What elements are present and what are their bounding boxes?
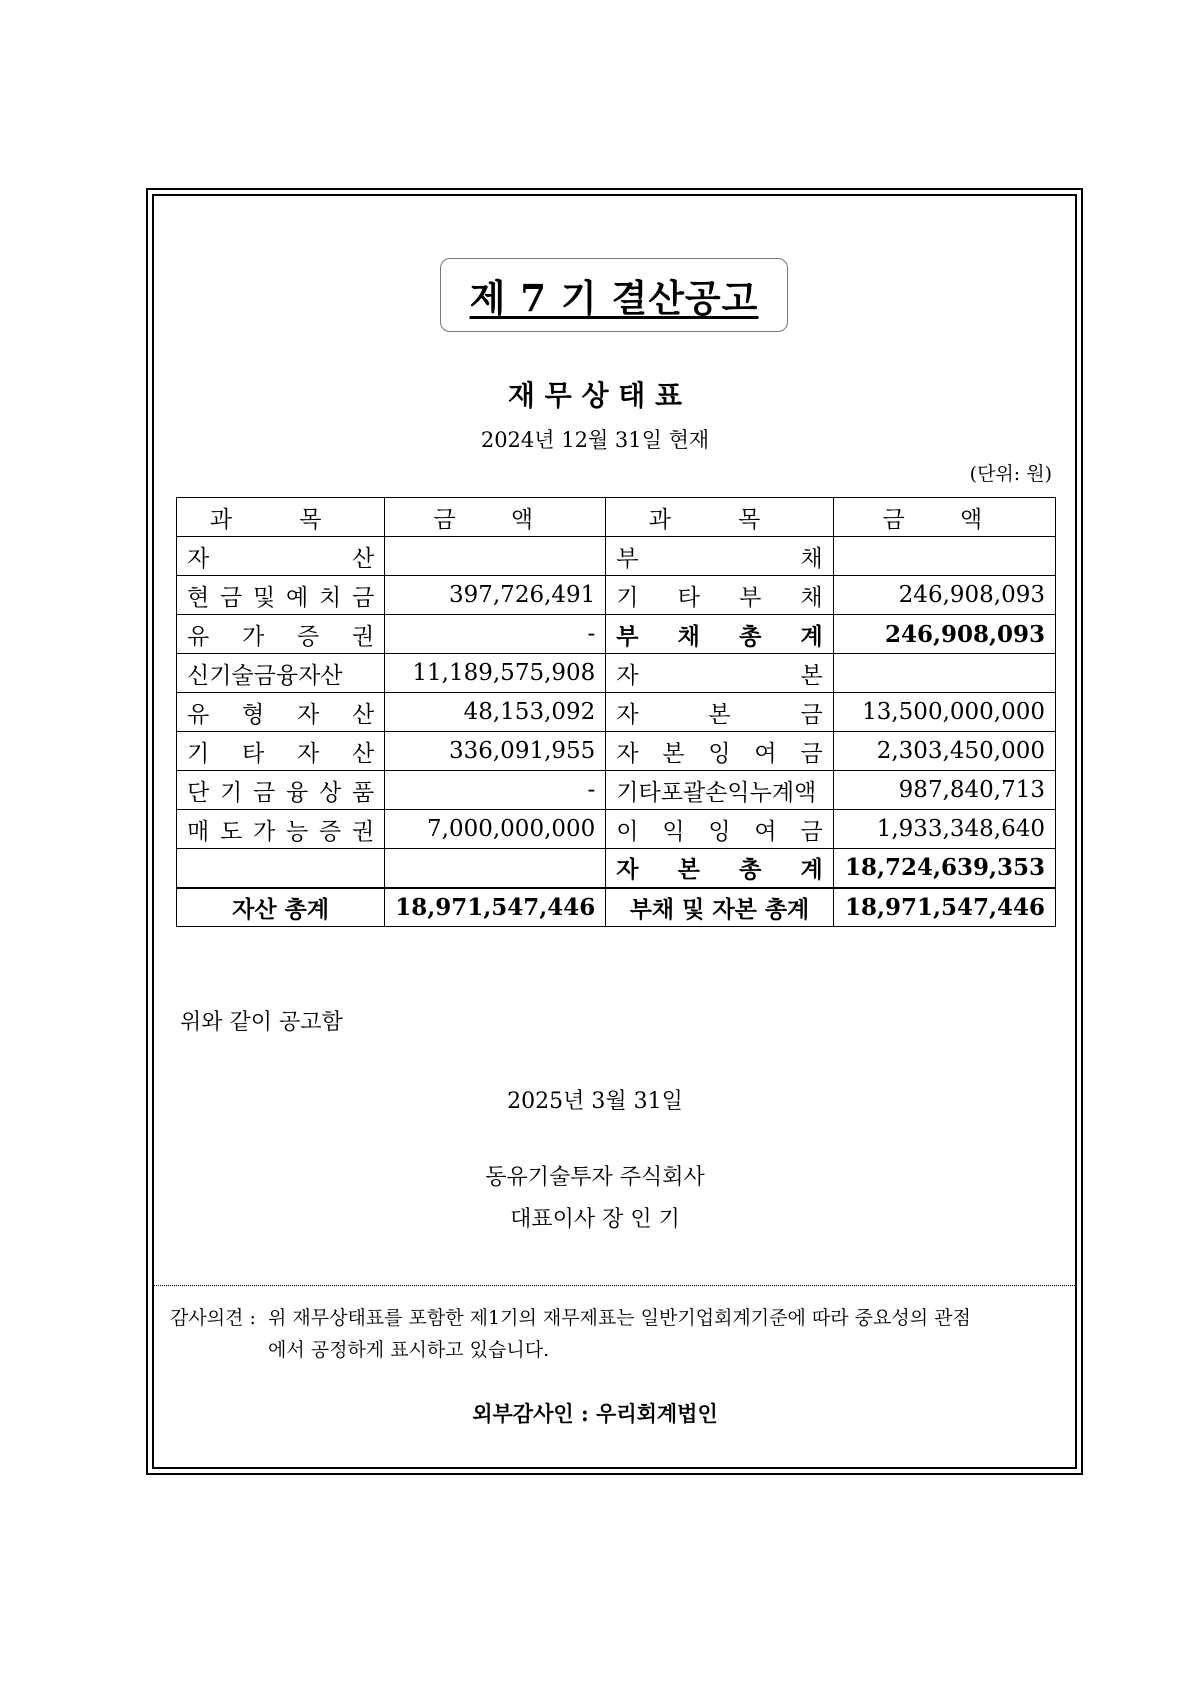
cell-amount: 2,303,450,000 bbox=[833, 732, 1055, 771]
cell-amount-subtotal: 18,724,639,353 bbox=[833, 849, 1055, 888]
company-name: 동유기술투자 주식회사 bbox=[485, 1165, 705, 1190]
header-item-left: 과 목 bbox=[177, 498, 385, 537]
table-row bbox=[177, 810, 1056, 849]
cell-amount bbox=[833, 537, 1055, 576]
header-amount-left: 금 액 bbox=[385, 498, 606, 537]
cell-label: 기타포괄손익누계액 bbox=[606, 771, 833, 810]
table-row bbox=[177, 654, 1056, 693]
cell-label bbox=[177, 849, 385, 888]
table-total-row bbox=[177, 888, 1056, 927]
total-assets-amount: 18,971,547,446 bbox=[385, 888, 606, 927]
cell-amount: 11,189,575,908 bbox=[385, 654, 606, 693]
announce-date: 2025년 3월 31일 bbox=[507, 1089, 683, 1114]
cell-label-subtotal: 자 본 총 계 bbox=[606, 849, 833, 888]
cell-amount: - bbox=[385, 771, 606, 810]
header-amount-right: 금 액 bbox=[833, 498, 1055, 537]
cell-label: 매 도 가 능 증 권 bbox=[177, 810, 385, 849]
cell-label: 이 익 잉 여 금 bbox=[606, 810, 833, 849]
audit-label: 감사의견 : bbox=[170, 1307, 256, 1329]
audit-opinion bbox=[170, 1302, 1050, 1366]
cell-amount: 246,908,093 bbox=[833, 576, 1055, 615]
total-liab-equity-amount: 18,971,547,446 bbox=[833, 888, 1055, 927]
audit-line-2: 에서 공정하게 표시하고 있습니다. bbox=[268, 1339, 550, 1361]
page-title: 제 7 기 결산공고 bbox=[469, 276, 759, 320]
cell-label: 부 채 bbox=[606, 537, 833, 576]
cell-label: 단 기 금 융 상 품 bbox=[177, 771, 385, 810]
cell-amount bbox=[833, 654, 1055, 693]
audit-line-1: 위 재무상태표를 포함한 제1기의 재무제표는 일반기업회계기준에 따라 중요성의 관점 bbox=[268, 1307, 971, 1329]
cell-label-subtotal: 부 채 총 계 bbox=[606, 615, 833, 654]
cell-amount: 7,000,000,000 bbox=[385, 810, 606, 849]
cell-amount: 48,153,092 bbox=[385, 693, 606, 732]
cell-label: 현 금 및 예 치 금 bbox=[177, 576, 385, 615]
closing-statement: 위와 같이 공고함 bbox=[180, 1010, 343, 1035]
cell-amount: 397,726,491 bbox=[385, 576, 606, 615]
balance-sheet-table bbox=[176, 497, 1056, 927]
table-row bbox=[177, 771, 1056, 810]
cell-label: 자 본 금 bbox=[606, 693, 833, 732]
table-row bbox=[177, 732, 1056, 771]
total-assets-label: 자산 총계 bbox=[177, 888, 385, 927]
statement-title: 재 무 상 태 표 bbox=[507, 379, 683, 412]
cell-label: 유 형 자 산 bbox=[177, 693, 385, 732]
cell-amount-subtotal: 246,908,093 bbox=[833, 615, 1055, 654]
header-item-right: 과 목 bbox=[606, 498, 833, 537]
cell-label: 기 타 자 산 bbox=[177, 732, 385, 771]
cell-label: 자 본 잉 여 금 bbox=[606, 732, 833, 771]
table-row bbox=[177, 615, 1056, 654]
cell-label: 신기술금융자산 bbox=[177, 654, 385, 693]
table-row bbox=[177, 849, 1056, 888]
unit-note: (단위: 원) bbox=[969, 463, 1052, 485]
table-row bbox=[177, 576, 1056, 615]
cell-label: 유 가 증 권 bbox=[177, 615, 385, 654]
cell-amount: 1,933,348,640 bbox=[833, 810, 1055, 849]
cell-amount bbox=[385, 849, 606, 888]
table-row bbox=[177, 537, 1056, 576]
cell-amount: 336,091,955 bbox=[385, 732, 606, 771]
external-auditor: 외부감사인 : 우리회계법인 bbox=[472, 1401, 718, 1426]
table-row bbox=[177, 693, 1056, 732]
table-header-row bbox=[177, 498, 1056, 537]
dotted-divider bbox=[152, 1285, 1077, 1286]
cell-label: 기 타 부 채 bbox=[606, 576, 833, 615]
title-box bbox=[440, 258, 788, 332]
cell-label: 자 본 bbox=[606, 654, 833, 693]
cell-amount: 987,840,713 bbox=[833, 771, 1055, 810]
cell-label: 자 산 bbox=[177, 537, 385, 576]
ceo-name: 대표이사 장 인 기 bbox=[510, 1207, 680, 1232]
as-of-date: 2024년 12월 31일 현재 bbox=[480, 428, 710, 452]
cell-amount bbox=[385, 537, 606, 576]
cell-amount: 13,500,000,000 bbox=[833, 693, 1055, 732]
cell-amount: - bbox=[385, 615, 606, 654]
total-liab-equity-label: 부채 및 자본 총계 bbox=[606, 888, 833, 927]
